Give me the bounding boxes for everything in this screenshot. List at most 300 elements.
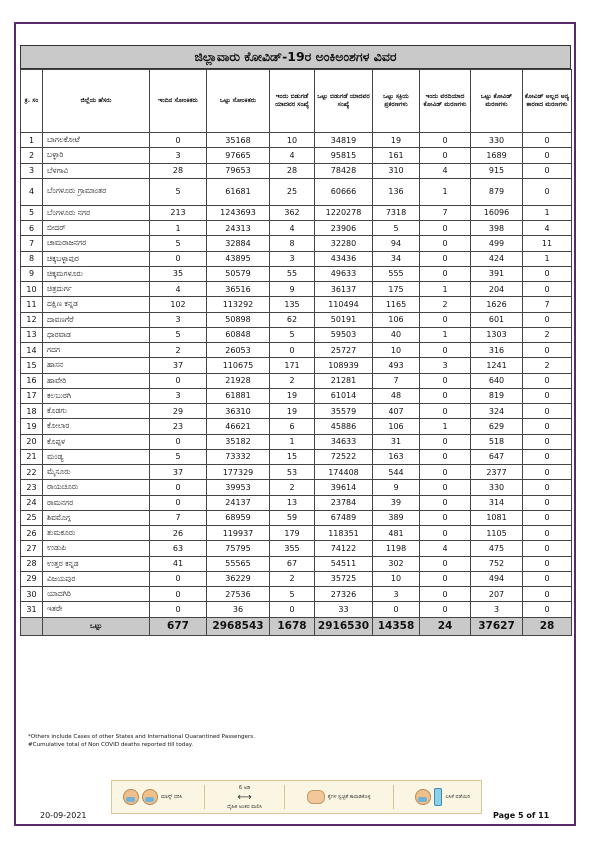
cell-today-deaths: 0 (420, 388, 471, 403)
cell-sl: 7 (21, 236, 43, 251)
cell-district: ಚಿಕ್ಕಬಳ್ಳಾಪುರ (43, 251, 150, 266)
cell-today-deaths: 0 (420, 602, 471, 617)
cell-active: 31 (373, 434, 420, 449)
cell-total-deaths: 1626 (471, 297, 523, 312)
cell-total-discharged: 174408 (315, 465, 373, 480)
cell-today-discharged: 10 (270, 133, 315, 148)
cell-today-deaths: 1 (420, 178, 471, 205)
cell-district: ದಾವಣಗೆರೆ (43, 312, 150, 327)
cell-sl: 24 (21, 495, 43, 510)
cell-non-covid-deaths: 0 (523, 148, 572, 163)
cell-non-covid-deaths: 0 (523, 434, 572, 449)
district-covid-table (20, 69, 572, 636)
cell-district: ಬಾಗಲಕೋಟೆ (43, 133, 150, 148)
cell-non-covid-deaths: 0 (523, 388, 572, 403)
cell-sl: 31 (21, 602, 43, 617)
cell-active: 0 (373, 602, 420, 617)
cell-active: 310 (373, 163, 420, 178)
cell-total-positive: 50898 (207, 312, 270, 327)
footnotes (28, 733, 255, 749)
banner-distance-segment (227, 785, 262, 810)
cell-non-covid-deaths: 0 (523, 571, 572, 586)
cell-non-covid-deaths: 0 (523, 526, 572, 541)
cell-total-deaths: 330 (471, 480, 523, 495)
cell-today-discharged: 135 (270, 297, 315, 312)
cell-district: ವಿಜಯಪುರ (43, 571, 150, 586)
cell-total-deaths: 16096 (471, 205, 523, 220)
safety-banner (111, 780, 482, 814)
table-row (21, 327, 572, 342)
cell-non-covid-deaths: 0 (523, 495, 572, 510)
cell-today-discharged: 9 (270, 282, 315, 297)
cell-sl: 26 (21, 526, 43, 541)
cell-district: ಶಿವಮೊಗ್ಗ (43, 510, 150, 525)
cell-today-discharged: 2 (270, 373, 315, 388)
cell-active: 7 (373, 373, 420, 388)
cell-district: ಧಾರವಾಡ (43, 327, 150, 342)
cell-today-discharged: 6 (270, 419, 315, 434)
cell-total-discharged: 21281 (315, 373, 373, 388)
cell-sl: 14 (21, 343, 43, 358)
cell-district: ಇತರೇ (43, 602, 150, 617)
cell-today-discharged: 59 (270, 510, 315, 525)
cell-today-discharged: 15 (270, 449, 315, 464)
mask-face-icon (123, 789, 139, 805)
cell-today-discharged: 3 (270, 251, 315, 266)
cell-total-positive: 36310 (207, 404, 270, 419)
table-row (21, 358, 572, 373)
cell-today-deaths: 2 (420, 297, 471, 312)
cell-total-discharged: 36137 (315, 282, 373, 297)
cell-active: 48 (373, 388, 420, 403)
table-row (21, 343, 572, 358)
cell-total-discharged: 54511 (315, 556, 373, 571)
cell-total-positive: 21928 (207, 373, 270, 388)
cell-active: 1165 (373, 297, 420, 312)
cell-today-positive: 5 (150, 178, 207, 205)
hand-wash-icon (307, 790, 325, 804)
cell-non-covid-deaths: 0 (523, 480, 572, 495)
total-today-deaths: 24 (420, 617, 471, 635)
cell-today-positive: 4 (150, 282, 207, 297)
cell-today-positive: 37 (150, 358, 207, 373)
col-header-total-positive: ಒಟ್ಟು ಸೋಂಕಿತರು (207, 70, 270, 133)
cell-district: ರಾಮನಗರ (43, 495, 150, 510)
cell-non-covid-deaths: 0 (523, 556, 572, 571)
cell-total-deaths: 391 (471, 266, 523, 281)
cell-non-covid-deaths: 2 (523, 327, 572, 342)
cell-total-positive: 24137 (207, 495, 270, 510)
total-total-deaths: 37627 (471, 617, 523, 635)
cell-active: 163 (373, 449, 420, 464)
cell-total-discharged: 35579 (315, 404, 373, 419)
cell-non-covid-deaths: 0 (523, 404, 572, 419)
cell-sl: 11 (21, 297, 43, 312)
cell-active: 19 (373, 133, 420, 148)
cell-total-discharged: 1220278 (315, 205, 373, 220)
cell-total-deaths: 316 (471, 343, 523, 358)
banner-vaccine-text: ಲಸಿಕೆ ಪಡೆಯಿರಿ (445, 794, 470, 800)
cell-today-positive: 0 (150, 251, 207, 266)
cell-today-positive: 102 (150, 297, 207, 312)
cell-today-positive: 23 (150, 419, 207, 434)
cell-sl: 30 (21, 587, 43, 602)
cell-total-deaths: 204 (471, 282, 523, 297)
table-row (21, 148, 572, 163)
table-row (21, 178, 572, 205)
cell-sl: 17 (21, 388, 43, 403)
cell-active: 175 (373, 282, 420, 297)
table-row (21, 602, 572, 617)
cell-today-deaths: 0 (420, 236, 471, 251)
cell-active: 302 (373, 556, 420, 571)
cell-total-deaths: 518 (471, 434, 523, 449)
cell-total-discharged: 32280 (315, 236, 373, 251)
cell-district: ಕೊಪ್ಪಳ (43, 434, 150, 449)
cell-active: 407 (373, 404, 420, 419)
table-row (21, 480, 572, 495)
cell-district: ದಕ್ಷಿಣ ಕನ್ನಡ (43, 297, 150, 312)
cell-today-deaths: 0 (420, 480, 471, 495)
cell-active: 3 (373, 587, 420, 602)
cell-today-discharged: 62 (270, 312, 315, 327)
cell-district: ರಾಯಚೂರು (43, 480, 150, 495)
cell-today-positive: 0 (150, 373, 207, 388)
cell-today-deaths: 1 (420, 419, 471, 434)
cell-active: 1198 (373, 541, 420, 556)
cell-total-positive: 113292 (207, 297, 270, 312)
cell-today-discharged: 8 (270, 236, 315, 251)
cell-active: 10 (373, 343, 420, 358)
table-row (21, 373, 572, 388)
cell-active: 40 (373, 327, 420, 342)
cell-district: ಮಂಡ್ಯ (43, 449, 150, 464)
cell-today-discharged: 4 (270, 148, 315, 163)
cell-today-positive: 29 (150, 404, 207, 419)
totals-row (21, 617, 572, 635)
cell-today-discharged: 2 (270, 571, 315, 586)
cell-today-deaths: 0 (420, 148, 471, 163)
cell-active: 389 (373, 510, 420, 525)
cell-non-covid-deaths: 2 (523, 358, 572, 373)
cell-district: ಬಳ್ಳಾರಿ (43, 148, 150, 163)
cell-today-deaths: 0 (420, 510, 471, 525)
col-header-today-discharged: ಇಂದು ಬಿಡುಗಡೆ ಯಾದವರ ಸಂಖ್ಯೆ (270, 70, 315, 133)
cell-total-deaths: 915 (471, 163, 523, 178)
col-header-total-discharged: ಒಟ್ಟು ಬಿಡುಗಡೆ ಯಾದವರ ಸಂಖ್ಯೆ (315, 70, 373, 133)
total-active: 14358 (373, 617, 420, 635)
cell-active: 106 (373, 312, 420, 327)
cell-total-deaths: 2377 (471, 465, 523, 480)
cell-total-discharged: 45886 (315, 419, 373, 434)
cell-today-deaths: 0 (420, 221, 471, 236)
table-row (21, 312, 572, 327)
cell-total-discharged: 27326 (315, 587, 373, 602)
cell-non-covid-deaths: 0 (523, 178, 572, 205)
cell-today-deaths: 0 (420, 556, 471, 571)
cell-today-deaths: 0 (420, 571, 471, 586)
cell-active: 7318 (373, 205, 420, 220)
cell-today-positive: 5 (150, 449, 207, 464)
table-row (21, 571, 572, 586)
cell-sl: 4 (21, 178, 43, 205)
cell-today-positive: 3 (150, 148, 207, 163)
cell-district: ಉಡುಪಿ (43, 541, 150, 556)
banner-mask-text: ಮಾಸ್ಕ್ ಧರಿಸಿ (160, 794, 183, 800)
cell-today-positive: 3 (150, 312, 207, 327)
cell-today-deaths: 7 (420, 205, 471, 220)
cell-total-positive: 177329 (207, 465, 270, 480)
cell-non-covid-deaths: 0 (523, 373, 572, 388)
table-row (21, 205, 572, 220)
totals-blank-cell (21, 617, 43, 635)
cell-today-positive: 0 (150, 571, 207, 586)
cell-total-discharged: 67489 (315, 510, 373, 525)
table-row (21, 526, 572, 541)
cell-total-discharged: 74122 (315, 541, 373, 556)
table-row (21, 541, 572, 556)
cell-today-discharged: 362 (270, 205, 315, 220)
table-row (21, 465, 572, 480)
cell-district: ಮೈಸೂರು (43, 465, 150, 480)
banner-divider (393, 785, 394, 809)
cell-non-covid-deaths: 4 (523, 221, 572, 236)
cell-total-discharged: 49633 (315, 266, 373, 281)
cell-total-positive: 36 (207, 602, 270, 617)
cell-total-discharged: 118351 (315, 526, 373, 541)
cell-today-deaths: 0 (420, 526, 471, 541)
table-row (21, 163, 572, 178)
cell-today-discharged: 13 (270, 495, 315, 510)
cell-total-positive: 110675 (207, 358, 270, 373)
cell-total-discharged: 60666 (315, 178, 373, 205)
table-row (21, 251, 572, 266)
cell-today-positive: 3 (150, 388, 207, 403)
cell-total-positive: 119937 (207, 526, 270, 541)
cell-non-covid-deaths: 0 (523, 266, 572, 281)
col-header-today-positive: ಇಂದಿನ ಸೋಂಕಿತರು (150, 70, 207, 133)
cell-total-deaths: 475 (471, 541, 523, 556)
cell-total-discharged: 39614 (315, 480, 373, 495)
cell-district: ಕೋಲಾರ (43, 419, 150, 434)
cell-active: 555 (373, 266, 420, 281)
cell-total-positive: 24313 (207, 221, 270, 236)
double-arrow-icon: ⟷ (237, 791, 252, 803)
cell-sl: 25 (21, 510, 43, 525)
cell-total-positive: 79653 (207, 163, 270, 178)
table-row (21, 133, 572, 148)
cell-today-deaths: 4 (420, 163, 471, 178)
cell-today-positive: 26 (150, 526, 207, 541)
col-header-non-covid-deaths: ಕೋವಿಡ್ ಅಲ್ಲದ ಅನ್ಯ ಕಾರಣದ ಮರಣಗಳು (523, 70, 572, 133)
cell-total-deaths: 1241 (471, 358, 523, 373)
cell-today-deaths: 1 (420, 282, 471, 297)
footnote-non-covid: #Cumulative total of Non COVID deaths reported till today. (28, 742, 194, 749)
col-header-district: ಜಿಲ್ಲೆಯ ಹೆಸರು (43, 70, 150, 133)
cell-total-positive: 26053 (207, 343, 270, 358)
cell-total-discharged: 23906 (315, 221, 373, 236)
cell-today-discharged: 19 (270, 404, 315, 419)
cell-sl: 22 (21, 465, 43, 480)
cell-sl: 2 (21, 148, 43, 163)
cell-total-positive: 73332 (207, 449, 270, 464)
cell-today-positive: 7 (150, 510, 207, 525)
cell-today-positive: 0 (150, 133, 207, 148)
cell-district: ತುಮಕೂರು (43, 526, 150, 541)
cell-sl: 12 (21, 312, 43, 327)
banner-hands-segment (307, 790, 371, 804)
cell-total-discharged: 59503 (315, 327, 373, 342)
cell-today-positive: 2 (150, 343, 207, 358)
total-today-discharged: 1678 (270, 617, 315, 635)
total-total-positive: 2968543 (207, 617, 270, 635)
cell-today-deaths: 0 (420, 434, 471, 449)
cell-total-positive: 97665 (207, 148, 270, 163)
cell-total-deaths: 398 (471, 221, 523, 236)
cell-total-discharged: 95815 (315, 148, 373, 163)
table-row (21, 556, 572, 571)
cell-active: 10 (373, 571, 420, 586)
cell-active: 136 (373, 178, 420, 205)
banner-distance-text: ದೈಹಿಕ ಅಂತರ ಪಾಲಿಸಿ (227, 803, 262, 810)
cell-total-positive: 61881 (207, 388, 270, 403)
banner-divider (284, 785, 285, 809)
cell-non-covid-deaths: 0 (523, 163, 572, 178)
table-row (21, 236, 572, 251)
cell-today-discharged: 4 (270, 221, 315, 236)
cell-today-discharged: 0 (270, 602, 315, 617)
cell-total-deaths: 424 (471, 251, 523, 266)
cell-sl: 3 (21, 163, 43, 178)
cell-today-positive: 28 (150, 163, 207, 178)
cell-today-discharged: 0 (270, 343, 315, 358)
cell-non-covid-deaths: 0 (523, 465, 572, 480)
cell-district: ಕಲಬುರಗಿ (43, 388, 150, 403)
table-row (21, 388, 572, 403)
cell-today-deaths: 0 (420, 495, 471, 510)
cell-active: 481 (373, 526, 420, 541)
cell-today-deaths: 0 (420, 465, 471, 480)
table-row (21, 419, 572, 434)
mask-face-icon (142, 789, 158, 805)
cell-total-positive: 50579 (207, 266, 270, 281)
table-row (21, 282, 572, 297)
footnote-others: *Others include Cases of other States and International Quarantined Passengers. (28, 734, 255, 740)
cell-active: 493 (373, 358, 420, 373)
cell-active: 9 (373, 480, 420, 495)
cell-today-positive: 1 (150, 221, 207, 236)
table-row (21, 587, 572, 602)
cell-sl: 29 (21, 571, 43, 586)
total-today-positive: 677 (150, 617, 207, 635)
banner-divider (204, 785, 205, 809)
cell-district: ಹಾವೇರಿ (43, 373, 150, 388)
cell-total-deaths: 879 (471, 178, 523, 205)
vaccine-vial-icon (434, 788, 442, 806)
cell-non-covid-deaths: 0 (523, 282, 572, 297)
cell-total-deaths: 207 (471, 587, 523, 602)
cell-total-positive: 32884 (207, 236, 270, 251)
report-date: 20-09-2021 (40, 811, 87, 820)
cell-total-positive: 36516 (207, 282, 270, 297)
cell-today-positive: 37 (150, 465, 207, 480)
cell-sl: 19 (21, 419, 43, 434)
table-row (21, 510, 572, 525)
cell-total-positive: 75795 (207, 541, 270, 556)
cell-today-positive: 0 (150, 480, 207, 495)
cell-non-covid-deaths: 1 (523, 251, 572, 266)
cell-total-positive: 68959 (207, 510, 270, 525)
cell-total-positive: 55565 (207, 556, 270, 571)
cell-non-covid-deaths: 11 (523, 236, 572, 251)
cell-today-discharged: 25 (270, 178, 315, 205)
cell-today-deaths: 0 (420, 343, 471, 358)
cell-total-deaths: 324 (471, 404, 523, 419)
cell-non-covid-deaths: 0 (523, 587, 572, 602)
cell-district: ಚಾಮರಾಜನಗರ (43, 236, 150, 251)
cell-today-discharged: 67 (270, 556, 315, 571)
cell-today-deaths: 0 (420, 404, 471, 419)
cell-today-positive: 41 (150, 556, 207, 571)
cell-sl: 9 (21, 266, 43, 281)
col-header-sl: ಕ್ರ. ಸಂ (21, 70, 43, 133)
cell-sl: 21 (21, 449, 43, 464)
cell-total-deaths: 601 (471, 312, 523, 327)
cell-district: ಚಿಕ್ಕಮಗಳೂರು (43, 266, 150, 281)
cell-total-deaths: 1303 (471, 327, 523, 342)
cell-today-positive: 35 (150, 266, 207, 281)
cell-today-deaths: 0 (420, 449, 471, 464)
cell-sl: 28 (21, 556, 43, 571)
cell-total-discharged: 61014 (315, 388, 373, 403)
cell-total-deaths: 330 (471, 133, 523, 148)
totals-label: ಒಟ್ಟು (43, 617, 150, 635)
cell-today-discharged: 5 (270, 327, 315, 342)
cell-total-discharged: 78428 (315, 163, 373, 178)
cell-non-covid-deaths: 0 (523, 541, 572, 556)
cell-total-deaths: 647 (471, 449, 523, 464)
cell-active: 5 (373, 221, 420, 236)
cell-today-discharged: 28 (270, 163, 315, 178)
table-body (21, 133, 572, 618)
cell-total-discharged: 72522 (315, 449, 373, 464)
cell-total-discharged: 33 (315, 602, 373, 617)
cell-district: ಕೊಡಗು (43, 404, 150, 419)
cell-active: 34 (373, 251, 420, 266)
cell-total-deaths: 819 (471, 388, 523, 403)
cell-sl: 10 (21, 282, 43, 297)
cell-total-positive: 61681 (207, 178, 270, 205)
cell-total-discharged: 34633 (315, 434, 373, 449)
table-row (21, 495, 572, 510)
cell-total-discharged: 35725 (315, 571, 373, 586)
cell-today-positive: 0 (150, 495, 207, 510)
banner-hands-text: ಕೈಗಳ ಸ್ವಚ್ಛತೆ ಕಾಪಾಡಿಕೊಳ್ಳಿ (327, 794, 371, 800)
col-header-total-deaths: ಒಟ್ಟು ಕೋವಿಡ್ ಮರಣಗಳು (471, 70, 523, 133)
cell-total-deaths: 494 (471, 571, 523, 586)
cell-today-deaths: 0 (420, 251, 471, 266)
cell-sl: 15 (21, 358, 43, 373)
total-non-covid-deaths: 28 (523, 617, 572, 635)
cell-today-positive: 0 (150, 434, 207, 449)
page-number: Page 5 of 11 (493, 811, 550, 820)
cell-active: 544 (373, 465, 420, 480)
cell-total-positive: 60848 (207, 327, 270, 342)
cell-district: ಹಾಸನ (43, 358, 150, 373)
cell-sl: 18 (21, 404, 43, 419)
cell-total-positive: 43895 (207, 251, 270, 266)
cell-sl: 23 (21, 480, 43, 495)
